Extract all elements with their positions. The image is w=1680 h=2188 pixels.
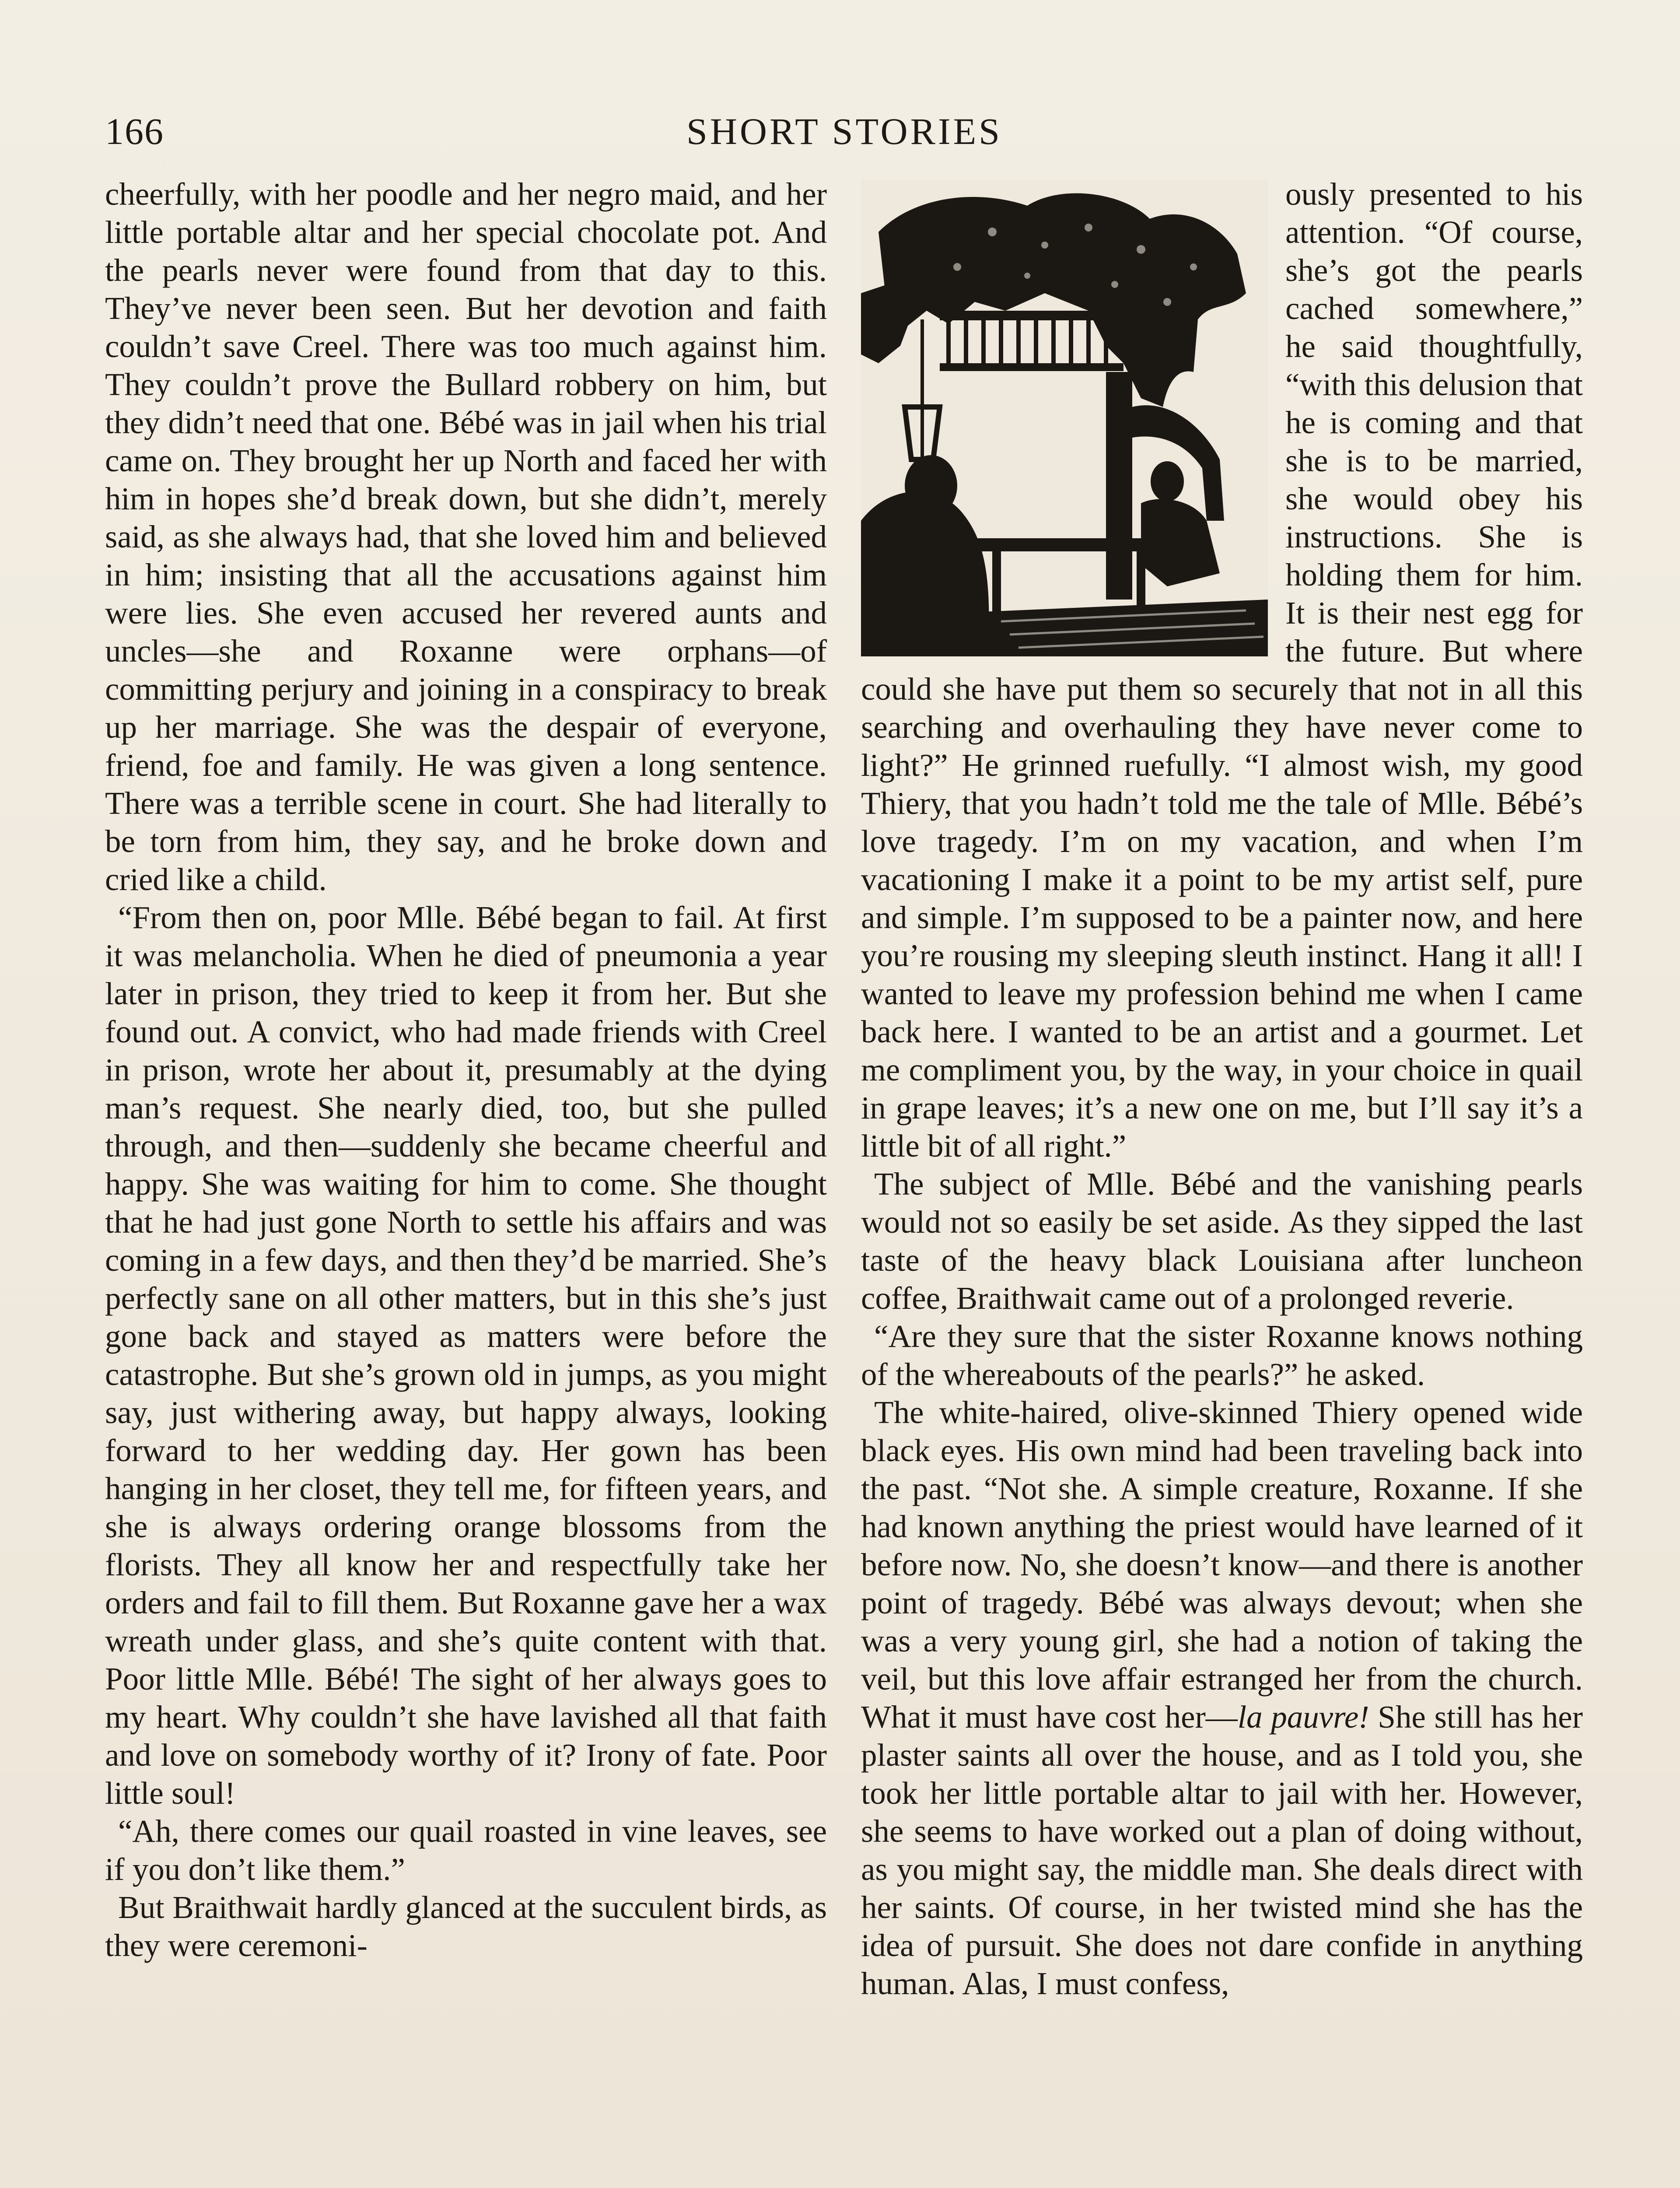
- right-paragraph-1-text: ously presented to his attention. “Of course, she’s got the pearls cached somewhere,” he said thoughtfully, “with this delusion that he is coming and that she is to be married, she would obey his instructions. She is holding them for him. It is their nest egg for the future. But where could she have put them so securely that not in all this searching and overhauling they have never come to light?” He grinned ruefully. “I almost wish, my good Thiery, that you hadn’t told me the tale of Mlle. Bébé’s love tragedy. I’m on my vacation, and when I’m vacationing I make it a point to be my artist self, pure and simple. I’m supposed to be a painter now, and here you’re rousing my sleeping sleuth instinct. Hang it all! I wanted to leave my profession behind me when I came back here. I wanted to be an artist and a gourmet. Let me compliment you, by the way, in your choice in quail in grape leaves; it’s a new one on me, but I’ll say it’s a little bit of all right.”: [861, 176, 1583, 1164]
- right-paragraph-3: “Are they sure that the sister Roxanne knows nothing of the whereabouts of the pearls?” he asked.: [861, 1318, 1583, 1392]
- page-number: 166: [105, 110, 164, 152]
- page-header: [105, 109, 1584, 171]
- left-paragraph-1: cheerfully, with her poodle and her negro maid, and her little portable altar and her special chocolate pot. And the pearls never were found from that day to this. They’ve never been seen. But her devotion and faith couldn’t save Creel. There was too much against him. They couldn’t prove the Bullard robbery on him, but they didn’t need that one. Bébé was in jail when his trial came on. They brought her up North and faced her with him in hopes she’d break down, but she didn’t, merely said, as she always had, that she loved him and believed in him; insisting that all the accusations against him were lies. She even accused her revered aunts and uncles—she and Roxanne were orphans—of committing perjury and joining in a conspiracy to break up her marriage. She was the despair of everyone, friend, foe and family. He was given a long sentence. There was a terrible scene in court. She had literally to be torn from him, they say, and he broke down and cried like a child.: [105, 176, 827, 897]
- left-paragraph-3: “Ah, there comes our quail roasted in vine leaves, see if you don’t like them.”: [105, 1813, 827, 1887]
- right-paragraph-4a: The white-haired, olive-skinned Thiery opened wide black eyes. His own mind had been traveling back into the past. “Not she. A simple creature, Roxanne. If she had known anything the priest would have learned of it before now. No, she doesn’t know—and there is another point of tragedy. Bébé was always devout; when she was a very young girl, she had a notion of taking the veil, but this love affair estranged her from the church. What it must have cost her—: [861, 1395, 1583, 1735]
- right-paragraph-4b: She still has her plaster saints all over the house, and as I told you, she took her little portable altar to jail with her. However, she seems to have worked out a plan of doing without, as you might say, the middle man. She deals direct with her saints. Of course, in her twisted mind she has the idea of pursuit. She does not dare confide in anything human. Alas, I must confess,: [861, 1699, 1583, 2001]
- right-paragraph-2: The subject of Mlle. Bébé and the vanishing pearls would not so easily be set aside. As they sipped the last taste of the heavy black Louisiana after luncheon coffee, Braithwait came out of a prolonged reverie.: [861, 1166, 1583, 1316]
- courtyard-woodcut-illustration-icon: [861, 179, 1268, 656]
- left-paragraph-2: “From then on, poor Mlle. Bébé began to fail. At first it was melancholia. When he died of pneumonia a year later in prison, they tried to keep it from her. But she found out. A convict, who had made friends with Creel in prison, wrote her about it, presumably at the dying man’s request. She nearly died, too, but she pulled through, and then—suddenly she became cheerful and happy. She was waiting for him to come. She thought that he had just gone North to settle his affairs and was coming in a few days, and then they’d be married. She’s perfectly sane on all other matters, but in this she’s just gone back and stayed as matters were before the catastrophe. But she’s grown old in jumps, as you might say, just withering away, but happy always, looking forward to her wedding day. Her gown has been hanging in her closet, they tell me, for fifteen years, and she is always ordering orange blossoms from the florists. They all know her and respectfully take her orders and fail to fill them. But Roxanne gave her a wax wreath under glass, and she’s quite content with that. Poor little Mlle. Bébé! The sight of her always goes to my heart. Why couldn’t she have lavished all that faith and love on somebody worthy of it? Irony of fate. Poor little soul!: [105, 900, 827, 1811]
- right-paragraph-1: [861, 175, 1583, 1165]
- running-head: SHORT STORIES: [686, 110, 1002, 152]
- left-column: [105, 175, 827, 1964]
- right-column: [861, 175, 1583, 2002]
- right-paragraph-4: [861, 1393, 1583, 2002]
- left-paragraph-4: But Braithwait hardly glanced at the succulent birds, as they were ceremoni-: [105, 1890, 827, 1963]
- italic-phrase: la pauvre!: [1237, 1699, 1369, 1735]
